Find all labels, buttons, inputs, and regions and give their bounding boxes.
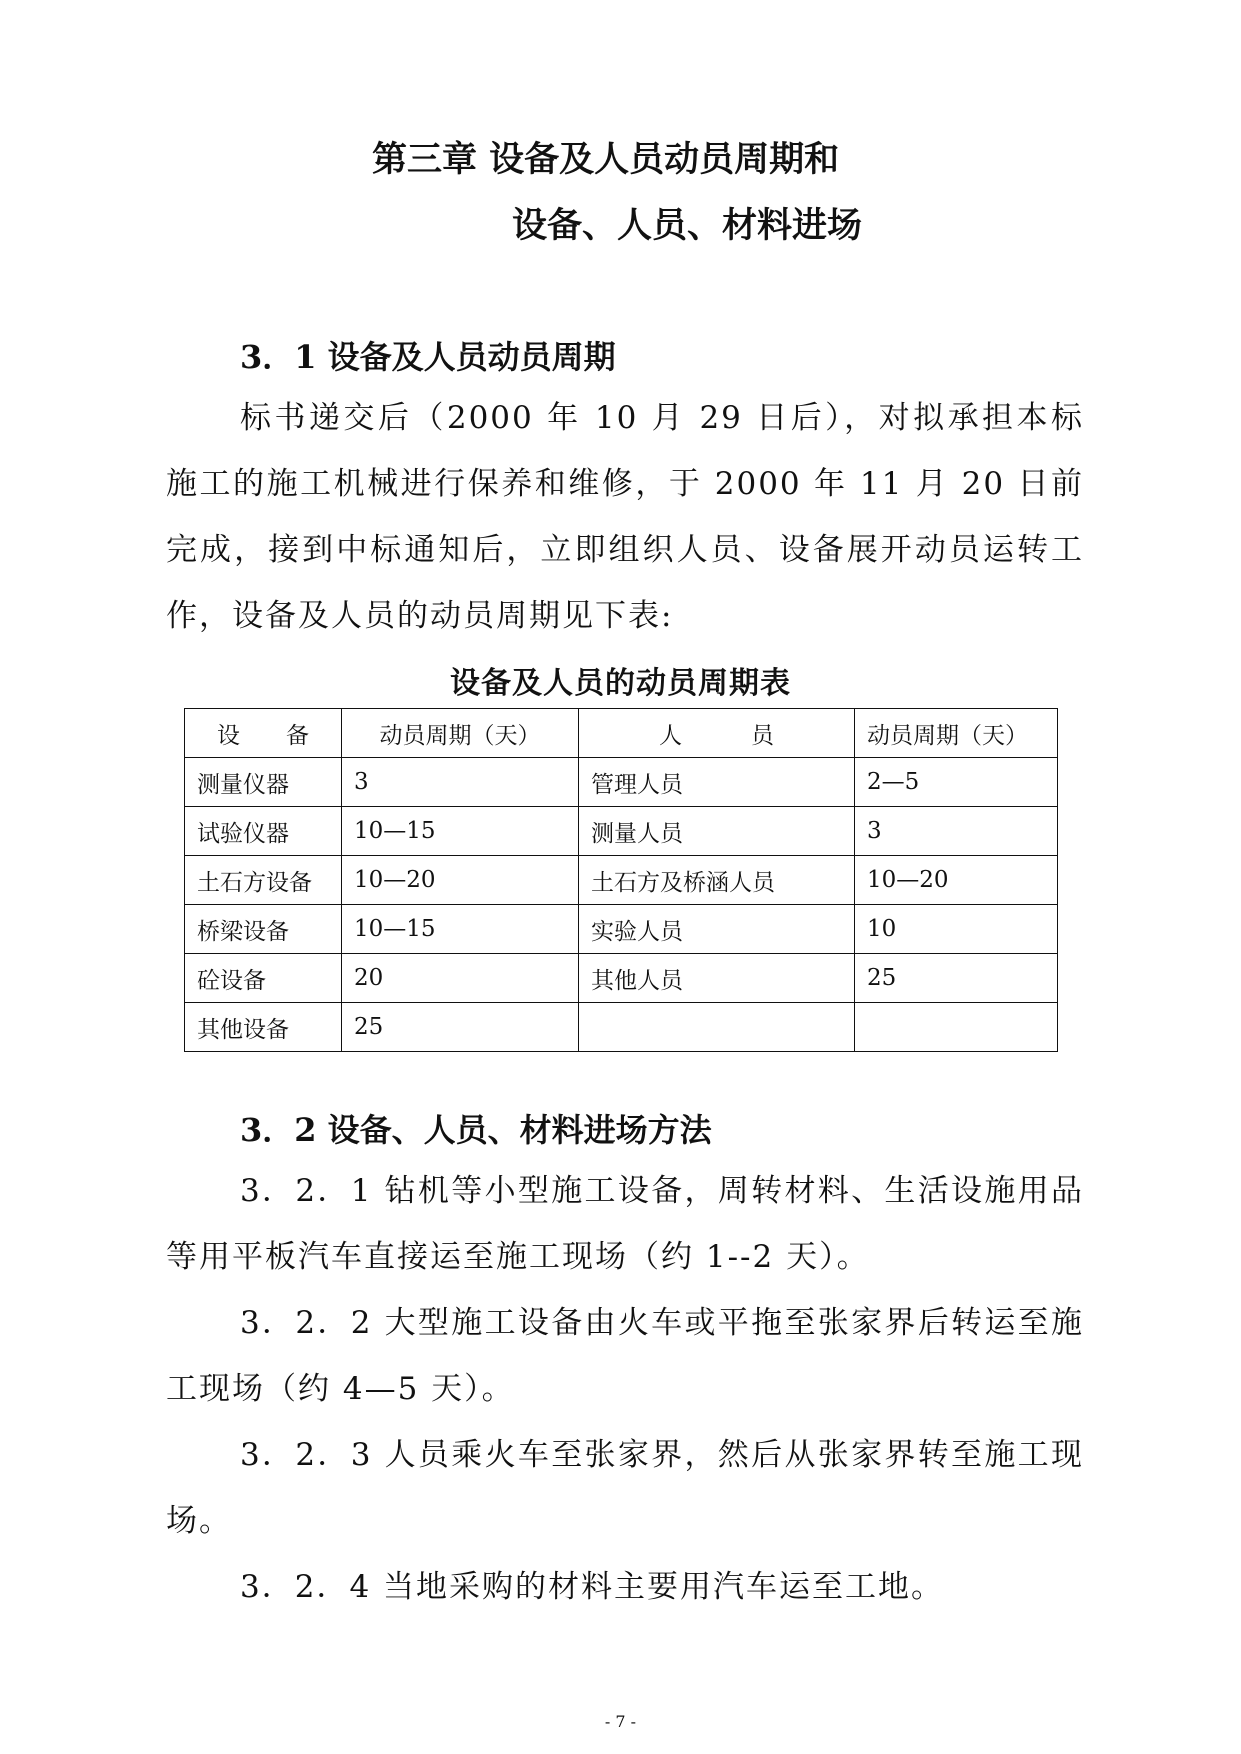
table-cell: 25	[342, 1003, 579, 1052]
table-cell: 25	[855, 954, 1058, 1003]
table-cell: 20	[342, 954, 579, 1003]
table-cell: 其他设备	[185, 1003, 342, 1052]
table-cell: 2—5	[855, 758, 1058, 807]
table-header-cell: 设 备	[185, 709, 342, 758]
section-3-2-2-paragraph: 3．2．2 大型施工设备由火车或平拖至张家界后转运至施工现场（约 4—5 天）。	[166, 1305, 1084, 1407]
table-row	[185, 807, 1058, 856]
table-title: 设备及人员的动员周期表	[450, 666, 791, 701]
table-cell: 砼设备	[185, 954, 342, 1003]
page-number: - 7 -	[604, 1712, 637, 1731]
table-row	[185, 954, 1058, 1003]
table-header-cell: 动员周期（天）	[855, 709, 1058, 758]
table-cell	[579, 1003, 855, 1052]
table-cell: 10—20	[855, 856, 1058, 905]
table-header-row	[185, 709, 1058, 758]
table-cell: 10—20	[342, 856, 579, 905]
table-cell: 管理人员	[579, 758, 855, 807]
table-row	[185, 1003, 1058, 1052]
table-row	[185, 856, 1058, 905]
section-3-1-heading: 3．1 设备及人员动员周期	[240, 338, 616, 376]
section-3-2-heading: 3．2 设备、人员、材料进场方法	[240, 1111, 712, 1149]
section-3-2-4-paragraph: 3．2．4 当地采购的材料主要用汽车运至工地。	[240, 1569, 945, 1605]
section-3-2-1-paragraph: 3．2．1 钻机等小型施工设备，周转材料、生活设施用品等用平板汽车直接运至施工现场（约 1--2 天）。	[166, 1173, 1084, 1275]
section-3-2-3-paragraph: 3．2．3 人员乘火车至张家界，然后从张家界转至施工现场。	[166, 1437, 1084, 1539]
chapter-title-line-1: 第三章 设备及人员动员周期和	[372, 140, 840, 180]
table-cell: 测量仪器	[185, 758, 342, 807]
section-3-1-paragraph: 标书递交后（2000 年 10 月 29 日后），对拟承担本标施工的施工机械进行保养和维修，于 2000 年 11 月 20 日前完成，接到中标通知后，立即组织人员、设备展开动员运转工作，设备及人员的动员周期见下表:	[166, 400, 1084, 634]
table-cell: 桥梁设备	[185, 905, 342, 954]
table-cell: 3	[342, 758, 579, 807]
mobilization-period-table	[184, 708, 1058, 1052]
table-cell	[855, 1003, 1058, 1052]
table-row	[185, 905, 1058, 954]
table-row	[185, 758, 1058, 807]
chapter-title-line-2: 设备、人员、材料进场	[512, 206, 863, 246]
table-cell: 试验仪器	[185, 807, 342, 856]
table-header-cell: 人 员	[579, 709, 855, 758]
table-cell: 10—15	[342, 807, 579, 856]
table-cell: 其他人员	[579, 954, 855, 1003]
table-cell: 测量人员	[579, 807, 855, 856]
table-cell: 10	[855, 905, 1058, 954]
table-cell: 实验人员	[579, 905, 855, 954]
table-cell: 3	[855, 807, 1058, 856]
table-header-cell: 动员周期（天）	[342, 709, 579, 758]
table-cell: 土石方设备	[185, 856, 342, 905]
table-cell: 土石方及桥涵人员	[579, 856, 855, 905]
table-cell: 10—15	[342, 905, 579, 954]
